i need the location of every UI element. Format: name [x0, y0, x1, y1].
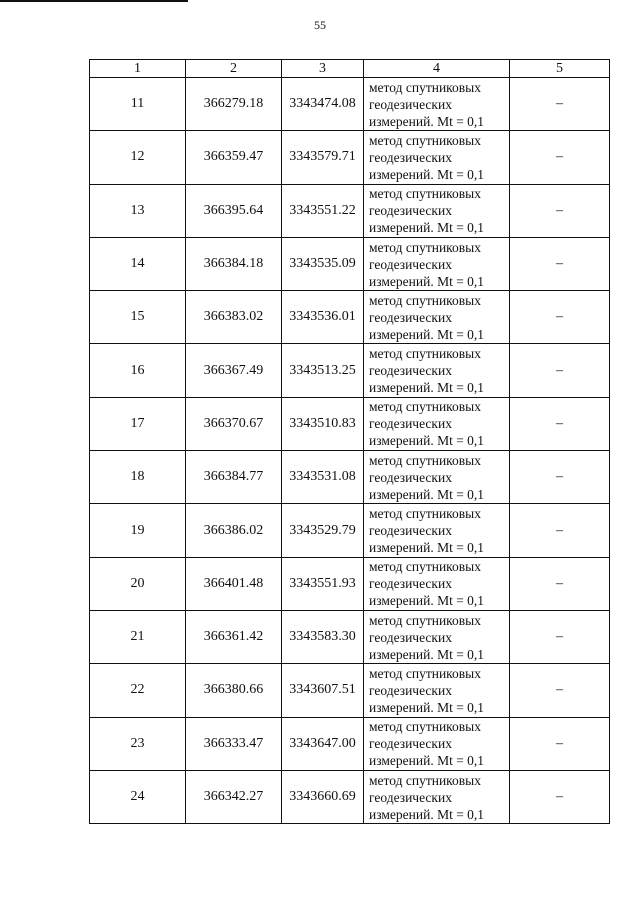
y-coordinate-cell: 3343531.08 [282, 451, 364, 504]
y-coordinate-cell: 3343647.00 [282, 717, 364, 770]
x-coordinate-cell: 366395.64 [186, 184, 282, 237]
point-number-cell: 14 [90, 237, 186, 290]
point-number-cell: 17 [90, 397, 186, 450]
note-cell: – [510, 717, 610, 770]
coordinates-table [89, 59, 610, 824]
table-row [90, 504, 610, 557]
method-line: геодезических [369, 416, 452, 432]
y-coordinate-cell: 3343474.08 [282, 78, 364, 131]
x-coordinate-cell: 366279.18 [186, 78, 282, 131]
method-line: метод спутниковых [369, 132, 481, 148]
y-coordinate-cell: 3343536.01 [282, 291, 364, 344]
method-line: геодезических [369, 203, 452, 219]
method-cell [364, 78, 510, 131]
method-line: метод спутниковых [369, 399, 481, 415]
point-number-cell: 11 [90, 78, 186, 131]
method-line: метод спутниковых [369, 346, 481, 362]
top-rule [0, 0, 188, 2]
page-number: 55 [314, 18, 326, 32]
x-coordinate-cell: 366386.02 [186, 504, 282, 557]
x-coordinate-cell: 366359.47 [186, 131, 282, 184]
note-cell: – [510, 504, 610, 557]
point-number-cell: 19 [90, 504, 186, 557]
x-coordinate-cell: 366401.48 [186, 557, 282, 610]
x-coordinate-cell: 366367.49 [186, 344, 282, 397]
note-cell: – [510, 664, 610, 717]
method-line: геодезических [369, 256, 452, 272]
method-line: измерений. Mt = 0,1 [369, 593, 485, 609]
method-line: измерений. Mt = 0,1 [369, 433, 485, 449]
method-line: измерений. Mt = 0,1 [369, 380, 485, 396]
method-line: измерений. Mt = 0,1 [369, 220, 485, 236]
method-line: геодезических [369, 523, 452, 539]
y-coordinate-cell: 3343510.83 [282, 397, 364, 450]
column-header: 2 [186, 60, 282, 78]
point-number-cell: 24 [90, 770, 186, 823]
note-cell: – [510, 770, 610, 823]
method-line: метод спутниковых [369, 719, 481, 735]
method-line: измерений. Mt = 0,1 [369, 273, 485, 289]
table-row [90, 184, 610, 237]
point-number-cell: 21 [90, 610, 186, 663]
method-cell [364, 610, 510, 663]
y-coordinate-cell: 3343583.30 [282, 610, 364, 663]
table-row [90, 717, 610, 770]
y-coordinate-cell: 3343529.79 [282, 504, 364, 557]
y-coordinate-cell: 3343513.25 [282, 344, 364, 397]
point-number-cell: 18 [90, 451, 186, 504]
column-header: 5 [510, 60, 610, 78]
note-cell: – [510, 344, 610, 397]
method-cell [364, 184, 510, 237]
method-cell [364, 397, 510, 450]
note-cell: – [510, 610, 610, 663]
table-row [90, 291, 610, 344]
method-line: измерений. Mt = 0,1 [369, 486, 485, 502]
table-row [90, 770, 610, 823]
method-cell [364, 664, 510, 717]
method-line: измерений. Mt = 0,1 [369, 753, 485, 769]
point-number-cell: 22 [90, 664, 186, 717]
method-line: метод спутниковых [369, 79, 481, 95]
note-cell: – [510, 131, 610, 184]
note-cell: – [510, 237, 610, 290]
column-header: 1 [90, 60, 186, 78]
note-cell: – [510, 451, 610, 504]
y-coordinate-cell: 3343660.69 [282, 770, 364, 823]
method-line: измерений. Mt = 0,1 [369, 326, 485, 342]
method-line: метод спутниковых [369, 665, 481, 681]
method-line: метод спутниковых [369, 506, 481, 522]
method-line: метод спутниковых [369, 292, 481, 308]
method-line: метод спутниковых [369, 612, 481, 628]
method-cell [364, 291, 510, 344]
note-cell: – [510, 291, 610, 344]
x-coordinate-cell: 366342.27 [186, 770, 282, 823]
y-coordinate-cell: 3343551.22 [282, 184, 364, 237]
x-coordinate-cell: 366384.77 [186, 451, 282, 504]
method-line: измерений. Mt = 0,1 [369, 166, 485, 182]
method-cell [364, 451, 510, 504]
method-line: геодезических [369, 363, 452, 379]
method-line: геодезических [369, 576, 452, 592]
point-number-cell: 15 [90, 291, 186, 344]
method-cell [364, 237, 510, 290]
method-line: метод спутниковых [369, 559, 481, 575]
method-cell [364, 344, 510, 397]
y-coordinate-cell: 3343551.93 [282, 557, 364, 610]
y-coordinate-cell: 3343535.09 [282, 237, 364, 290]
x-coordinate-cell: 366384.18 [186, 237, 282, 290]
method-cell [364, 717, 510, 770]
column-header: 4 [364, 60, 510, 78]
point-number-cell: 16 [90, 344, 186, 397]
x-coordinate-cell: 366361.42 [186, 610, 282, 663]
table-row [90, 344, 610, 397]
method-line: метод спутниковых [369, 239, 481, 255]
method-cell [364, 770, 510, 823]
point-number-cell: 12 [90, 131, 186, 184]
method-line: геодезических [369, 96, 452, 112]
table-body [90, 60, 610, 824]
x-coordinate-cell: 366370.67 [186, 397, 282, 450]
method-line: метод спутниковых [369, 186, 481, 202]
y-coordinate-cell: 3343607.51 [282, 664, 364, 717]
method-line: геодезических [369, 629, 452, 645]
table-row [90, 78, 610, 131]
method-line: геодезических [369, 309, 452, 325]
method-line: измерений. Mt = 0,1 [369, 540, 485, 556]
method-line: геодезических [369, 469, 452, 485]
x-coordinate-cell: 366383.02 [186, 291, 282, 344]
point-number-cell: 23 [90, 717, 186, 770]
table-header-row [90, 60, 610, 78]
table-row [90, 557, 610, 610]
method-cell [364, 557, 510, 610]
method-line: измерений. Mt = 0,1 [369, 646, 485, 662]
note-cell: – [510, 184, 610, 237]
method-line: геодезических [369, 789, 452, 805]
method-line: геодезических [369, 736, 452, 752]
note-cell: – [510, 78, 610, 131]
x-coordinate-cell: 366333.47 [186, 717, 282, 770]
table-row [90, 451, 610, 504]
method-line: измерений. Mt = 0,1 [369, 699, 485, 715]
method-line: измерений. Mt = 0,1 [369, 806, 485, 822]
note-cell: – [510, 557, 610, 610]
method-line: геодезических [369, 149, 452, 165]
method-cell [364, 131, 510, 184]
method-line: метод спутниковых [369, 452, 481, 468]
table-row [90, 397, 610, 450]
column-header: 3 [282, 60, 364, 78]
method-line: метод спутниковых [369, 772, 481, 788]
x-coordinate-cell: 366380.66 [186, 664, 282, 717]
table-row [90, 664, 610, 717]
table-row [90, 131, 610, 184]
note-cell: – [510, 397, 610, 450]
method-line: геодезических [369, 682, 452, 698]
point-number-cell: 13 [90, 184, 186, 237]
y-coordinate-cell: 3343579.71 [282, 131, 364, 184]
table-row [90, 237, 610, 290]
method-cell [364, 504, 510, 557]
table-row [90, 610, 610, 663]
method-line: измерений. Mt = 0,1 [369, 113, 485, 129]
point-number-cell: 20 [90, 557, 186, 610]
